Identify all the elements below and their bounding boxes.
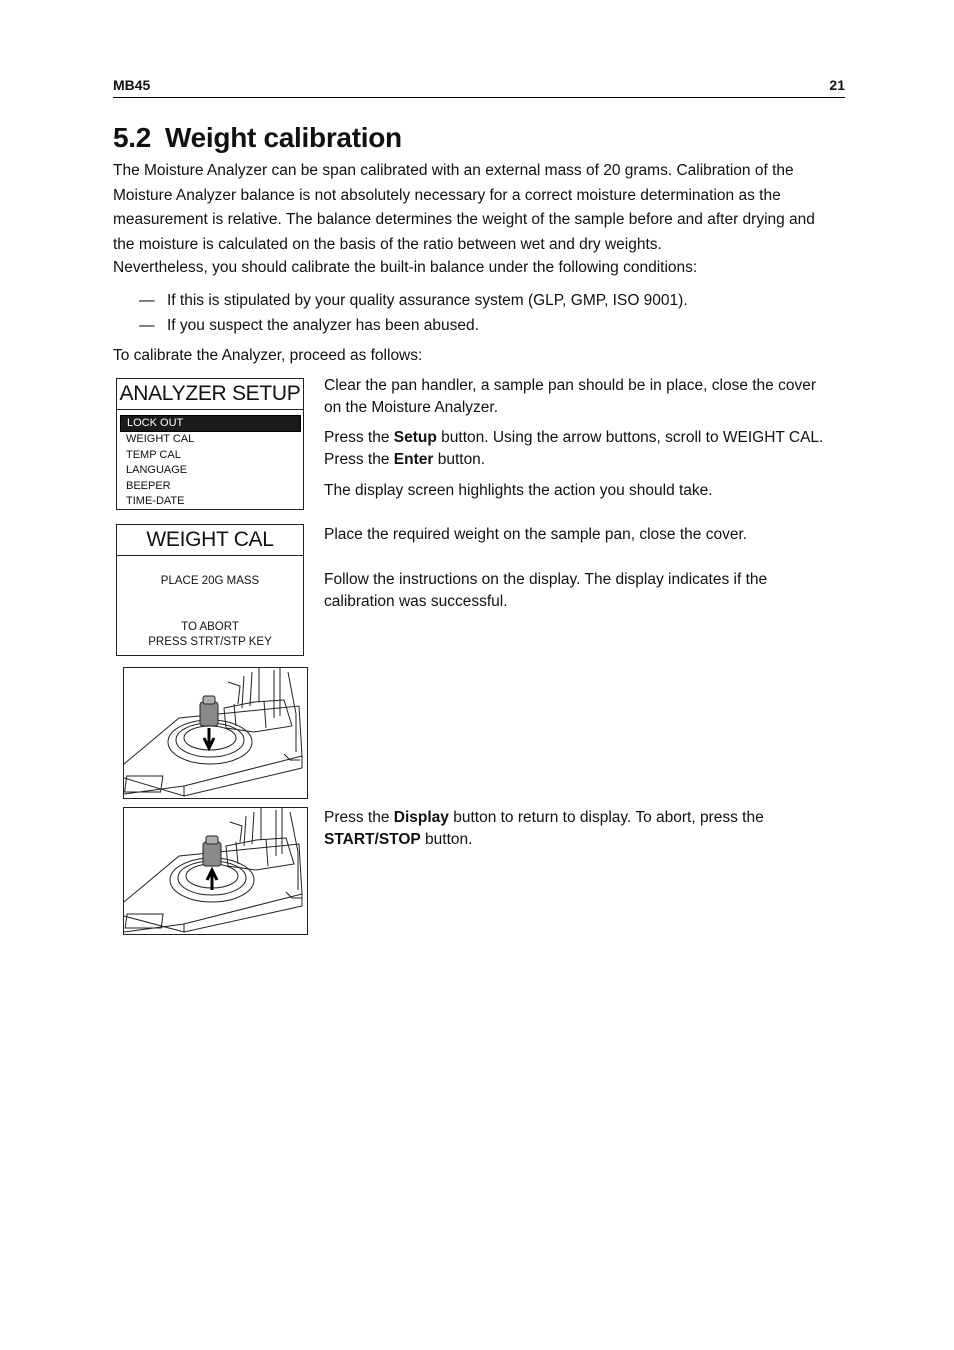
instruction-return <box>324 807 834 850</box>
page-number: 21 <box>829 77 845 93</box>
screen-title: WEIGHT CAL <box>117 525 303 556</box>
abort-message: TO ABORT <box>181 621 239 633</box>
dash-bullet: — <box>139 316 155 334</box>
instruction-highlight: The display screen highlights the action you should take. <box>324 482 713 499</box>
list-item <box>139 289 688 314</box>
section-number: 5.2 <box>113 122 152 153</box>
instruction-text: button. <box>433 450 486 468</box>
instruction-text: Press the <box>324 809 394 826</box>
start-stop-key-label: START/STOP <box>324 830 421 848</box>
analyzer-weight-down-icon <box>124 668 307 798</box>
section-title <box>113 122 402 154</box>
menu-item-temp-cal: TEMP CAL <box>126 448 181 461</box>
place-mass-message: PLACE 20G MASS <box>160 575 260 587</box>
menu-item-lock-out: LOCK OUT <box>120 415 301 432</box>
procedure-intro: To calibrate the Analyzer, proceed as follows: <box>113 347 423 364</box>
menu-item-beeper: BEEPER <box>126 479 171 492</box>
section-title-text: Weight calibration <box>165 122 402 153</box>
conditions-list <box>139 289 688 338</box>
setup-menu <box>120 415 301 509</box>
menu-item-weight-cal: WEIGHT CAL <box>126 433 195 446</box>
enter-key-label: Enter <box>393 450 434 468</box>
display-key-label: Display <box>393 809 449 826</box>
instruction-place-weight: Place the required weight on the sample pan, close the cover. <box>324 526 748 543</box>
instruction-follow-display: Follow the instructions on the display. The display indicates if the calibration was successful. <box>324 571 768 610</box>
intro-paragraph-1: The Moisture Analyzer can be span calibrated with an external mass of 20 grams. Calibration of the Moisture Analyzer balance is not absolutely necessary for a correct moisture determination as the measurement is relative. The balance determines the weight of the sample before and after drying and the moisture is calculated on the basis of the ratio between wet and dry weights. <box>113 162 815 253</box>
instruction-setup <box>324 427 834 470</box>
setup-key-label: Setup <box>393 429 437 446</box>
dash-bullet: — <box>139 292 155 309</box>
analyzer-weight-up-icon <box>124 808 307 934</box>
list-item-text: If this is stipulated by your quality assurance system (GLP, GMP, ISO 9001). <box>167 292 688 309</box>
product-name: MB45 <box>113 77 151 93</box>
intro-paragraph-2: Nevertheless, you should calibrate the built-in balance under the following conditions: <box>113 259 698 276</box>
remove-weight-illustration <box>123 807 308 935</box>
instruction-text: button. Using the arrow buttons, scroll to WEIGHT CAL. Press the <box>324 429 824 468</box>
screen-title: ANALYZER SETUP <box>117 379 303 410</box>
abort-key-message: PRESS STRT/STP KEY <box>148 636 272 648</box>
menu-item-language: LANGUAGE <box>126 464 188 477</box>
instruction-text: button. <box>420 830 473 848</box>
instruction-text: Press the <box>324 429 394 446</box>
place-weight-illustration <box>123 667 308 799</box>
menu-item-time-date: TIME-DATE <box>126 495 185 508</box>
running-header <box>113 77 845 98</box>
weight-cal-screen <box>116 524 304 656</box>
instruction-clear-pan: Clear the pan handler, a sample pan should be in place, close the cover on the Moisture Analyzer. <box>324 377 817 416</box>
instruction-text: button to return to display. To abort, press the <box>448 809 764 826</box>
list-item-text: If you suspect the analyzer has been abused. <box>167 316 479 334</box>
analyzer-setup-screen <box>116 378 304 510</box>
list-item <box>139 314 688 339</box>
